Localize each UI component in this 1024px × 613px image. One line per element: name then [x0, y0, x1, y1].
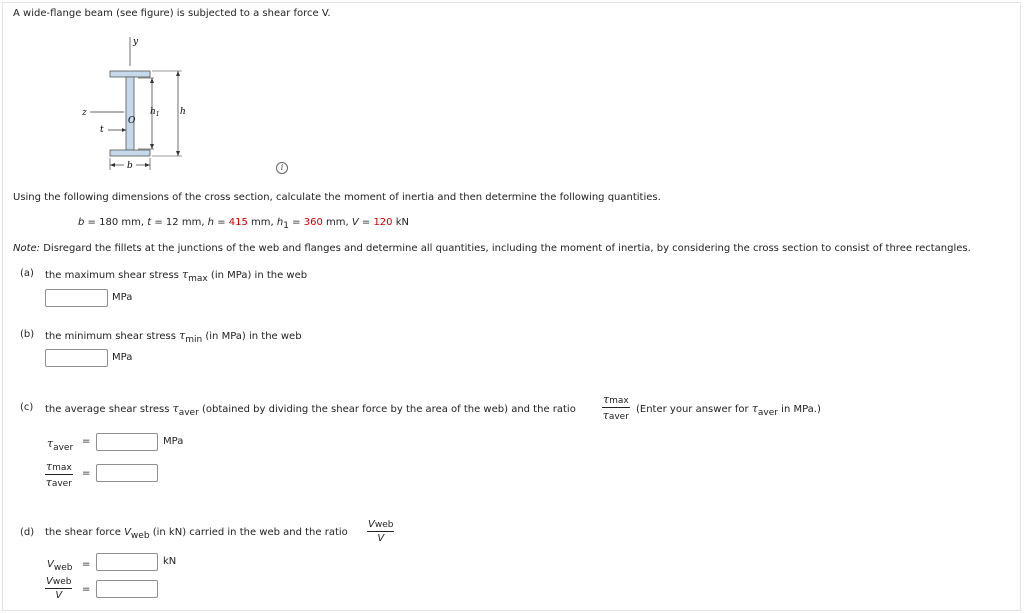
b-label: b	[127, 161, 133, 171]
part-d-unit: kN	[163, 556, 177, 567]
v-ratio-fraction: Vweb V	[368, 519, 394, 544]
part-c-label: (c)	[20, 402, 34, 413]
tau-ratio-input[interactable]	[96, 464, 158, 482]
dimensions-line: b = 180 mm, t = 12 mm, h = 415 mm, h1 = 360 mm, V = 120 kN	[78, 217, 409, 231]
h-label: h	[180, 107, 186, 117]
equals-sign: =	[82, 559, 91, 570]
equals-sign: =	[82, 468, 91, 479]
v-ratio-symbol: Vweb V	[46, 576, 72, 601]
info-icon[interactable]: i	[276, 162, 288, 174]
part-b-label: (b)	[20, 329, 35, 340]
part-a-unit: MPa	[112, 292, 133, 303]
h1-value: 360	[303, 217, 323, 228]
part-c-hint: (Enter your answer for τaver in MPa.)	[636, 402, 821, 418]
tau-ratio-fraction: τmax τaver	[602, 393, 629, 422]
t-label: t	[100, 125, 104, 135]
part-a-question: the maximum shear stress τmax (in MPa) in the web	[45, 268, 308, 284]
instructions: Using the following dimensions of the cross section, calculate the moment of inertia and then determine the following quantities.	[13, 192, 661, 203]
part-d-question: the shear force Vweb (in kN) carried in the web and the ratio	[45, 527, 348, 541]
v-web-input[interactable]	[96, 553, 158, 571]
tau-max-input[interactable]	[45, 289, 108, 307]
v-ratio-input[interactable]	[96, 580, 158, 598]
tau-ratio-symbol: τmax τaver	[45, 460, 72, 489]
z-axis-label: z	[82, 108, 87, 118]
tau-min-input[interactable]	[45, 349, 108, 367]
problem-intro: A wide-flange beam (see figure) is subjected to a shear force V.	[13, 8, 331, 19]
v-web-symbol: Vweb	[47, 559, 73, 573]
part-b-unit: MPa	[112, 352, 133, 363]
part-d-label: (d)	[20, 527, 35, 538]
origin-label: O	[128, 116, 136, 126]
h-value: 415	[228, 217, 248, 228]
part-a-label: (a)	[20, 268, 34, 279]
part-b-question: the minimum shear stress τmin (in MPa) in the web	[45, 329, 302, 345]
y-axis-label: y	[133, 37, 139, 47]
part-c-unit: MPa	[163, 436, 184, 447]
beam-cross-section-figure	[70, 32, 220, 174]
tau-aver-symbol: τaver	[47, 437, 74, 453]
note: Note: Disregard the fillets at the junctions of the web and flanges and determine all quantities, including the moment of inertia, by considering the cross section to consist of three rectangles.	[13, 243, 971, 254]
v-value: 120	[373, 217, 393, 228]
tau-aver-input[interactable]	[96, 433, 158, 451]
part-c-question: the average shear stress τaver (obtained by dividing the shear force by the area of the web) and the ratio	[45, 402, 576, 418]
beam-shape	[110, 71, 150, 156]
h1-label: $h_1$	[150, 107, 160, 118]
equals-sign: =	[82, 436, 91, 447]
equals-sign: =	[82, 584, 91, 595]
